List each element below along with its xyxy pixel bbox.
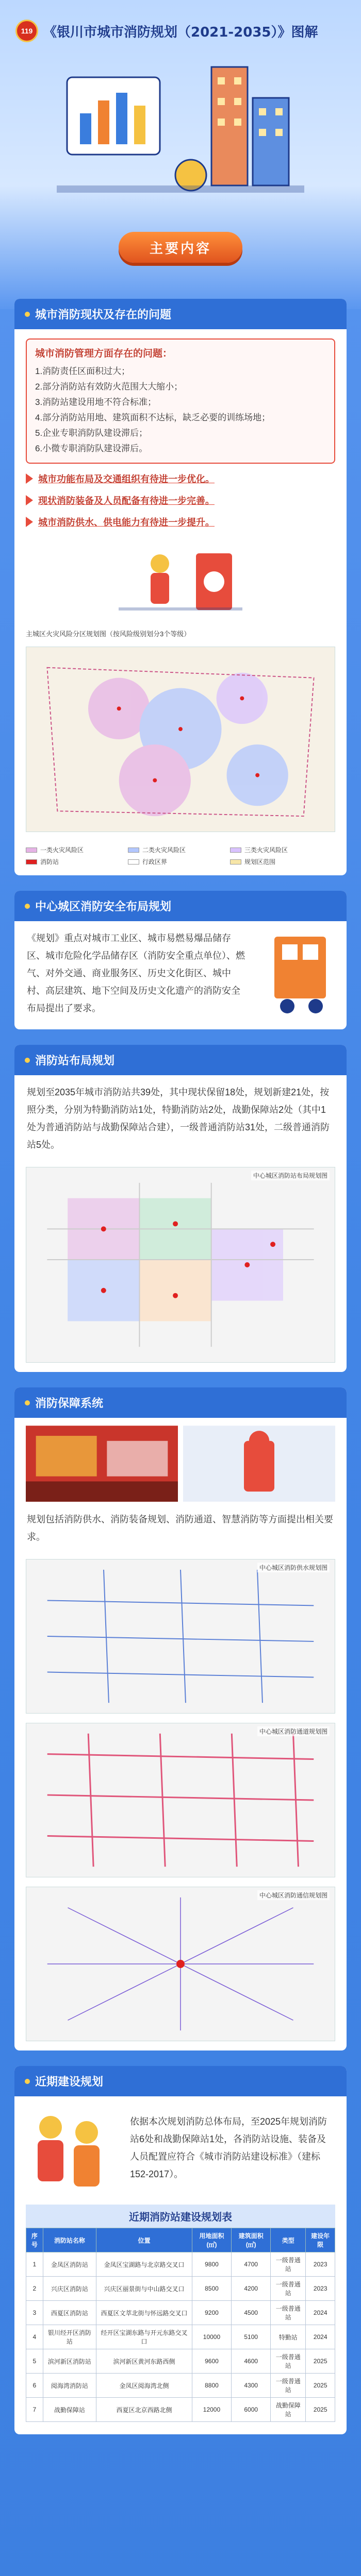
column-header: 建筑面积(㎡) — [232, 2228, 271, 2252]
page-title: 《银川市城市消防规划（2021-2035）》图解 — [43, 24, 318, 40]
table-cell: 6 — [26, 2374, 43, 2398]
table-cell: 西夏区北京西路北侧 — [96, 2398, 192, 2422]
legend-swatch — [26, 859, 37, 865]
table-cell: 2024 — [306, 2301, 335, 2325]
table-cell: 4 — [26, 2325, 43, 2349]
legend-item — [230, 845, 323, 854]
stations-section-title: 消防站布局规划 — [35, 1054, 115, 1067]
water-supply-map[interactable] — [26, 1559, 335, 1714]
problems-content — [14, 329, 347, 538]
table-cell: 2025 — [306, 2398, 335, 2422]
problem-line — [26, 515, 335, 529]
table-cell: 9200 — [192, 2301, 231, 2325]
list-item: 2.部分消防站有效防火范围大大缩小； — [35, 382, 183, 392]
guarantee-section — [14, 1387, 347, 2050]
table-body — [26, 2252, 335, 2422]
firefighter-hydrant-icon — [103, 543, 258, 620]
table-cell: 一级普通站 — [271, 2374, 306, 2398]
legend-item — [128, 845, 221, 854]
list-item: 1.消防责任区面积过大； — [35, 366, 130, 376]
legend-label: 规划区范围 — [244, 858, 276, 866]
table-cell: 滨河新区黄河东路西侧 — [96, 2349, 192, 2374]
legend-label: 行政区界 — [142, 858, 168, 866]
guarantee-section-header — [14, 1387, 347, 1418]
safety-section-header — [14, 891, 347, 921]
table-cell: 战勤保障站 — [271, 2398, 306, 2422]
guarantee-photos — [14, 1418, 347, 1502]
recent-station-table — [26, 2228, 335, 2422]
problem-line — [26, 494, 335, 507]
stations-section-header — [14, 1045, 347, 1075]
table-cell: 西夏区文萃北街与怀远路交叉口 — [96, 2301, 192, 2325]
bullet-icon — [25, 1400, 30, 1405]
bullet-icon — [25, 2079, 30, 2084]
arrow-icon — [26, 517, 33, 527]
table-row — [26, 2301, 335, 2325]
table-cell: 1 — [26, 2252, 43, 2277]
recent-table-wrap — [14, 2199, 347, 2434]
risk-zone-heatmap — [26, 647, 335, 832]
table-cell: 2025 — [306, 2349, 335, 2374]
arrow-icon — [26, 495, 33, 505]
table-cell: 3 — [26, 2301, 43, 2325]
guarantee-section-title: 消防保障系统 — [35, 1397, 104, 1410]
legend-swatch — [230, 859, 241, 865]
legend-item — [128, 857, 221, 866]
table-cell: 滨河新区消防站 — [43, 2349, 96, 2374]
legend-swatch — [128, 848, 139, 853]
problem-line — [26, 472, 335, 485]
table-row — [26, 2325, 335, 2349]
table-cell: 12000 — [192, 2398, 231, 2422]
table-cell: 10000 — [192, 2325, 231, 2349]
column-header: 建设年限 — [306, 2228, 335, 2252]
road-map-tag: 中心城区消防通道规划图 — [257, 1726, 330, 1736]
station-map-graphic — [26, 1167, 335, 1362]
title-bar — [15, 20, 318, 42]
table-cell: 4300 — [232, 2374, 271, 2398]
station-map-tag: 中心城区消防站布局规划图 — [251, 1171, 330, 1180]
risk-map-caption: 主城区火灾风险分区规划图（按风险级别划分3个等级） — [26, 630, 191, 638]
access-road-map[interactable] — [26, 1723, 335, 1877]
fire-truck-illustration — [259, 921, 347, 1029]
bullet-icon — [25, 904, 30, 909]
hero-header — [0, 0, 361, 309]
stations-section — [14, 1045, 347, 1372]
legend-label: 消防站 — [40, 858, 59, 866]
table-row — [26, 2252, 335, 2277]
exhibition-hall-photo — [26, 1425, 178, 1502]
management-problems-box — [26, 338, 335, 464]
water-map-tag: 中心城区消防供水规划图 — [257, 1563, 330, 1572]
city-planning-illustration — [57, 57, 304, 216]
problems-section — [14, 299, 347, 875]
table-cell: 9800 — [192, 2252, 231, 2277]
water-supply-graphic — [26, 1560, 335, 1713]
legend-item — [26, 845, 119, 854]
table-cell: 一级普通站 — [271, 2252, 306, 2277]
guarantee-text: 规划包括消防供水、消防装备规划、消防通道、智慧消防等方面提出相关要求。 — [27, 1514, 333, 1542]
legend-swatch — [230, 848, 241, 853]
legend-label: 一类火灾风险区 — [40, 846, 84, 854]
table-row — [26, 2277, 335, 2301]
table-cell: 银川经开区消防站 — [43, 2325, 96, 2349]
table-header-row — [26, 2228, 335, 2252]
recent-text: 依据本次规划消防总体布局，至2025年规划消防站6处和战勤保障站1处，各消防站设施、装备及人员配置应符合《城市消防站建设标准》（建标152-2017）。 — [130, 2116, 327, 2179]
problem-text: 城市功能布局及交通组织有待进一步优化。 — [38, 474, 215, 484]
legend-label: 二类火灾风险区 — [142, 846, 186, 854]
column-header: 消防站名称 — [43, 2228, 96, 2252]
comm-map-tag: 中心城区消防通信规划图 — [257, 1890, 330, 1900]
table-cell: 金凤区消防站 — [43, 2252, 96, 2277]
safety-text: 《规划》重点对城市工业区、城市易燃易爆品储存区、城市危险化学品储存区（消防安全重点单位）、燃气、对外交通、商业服务区、历史文化街区、城中村、高层建筑、地下空间及历史文化遗产的消防安全布局提出了要求。 — [27, 933, 245, 1013]
safety-layout-section — [14, 891, 347, 1029]
fire-119-badge-icon — [15, 20, 38, 42]
firefighter-illustration — [14, 538, 347, 625]
table-cell: 5 — [26, 2349, 43, 2374]
table-cell: 经开区宝湖东路与开元东路交叉口 — [96, 2325, 192, 2349]
table-cell: 4200 — [232, 2277, 271, 2301]
recent-content — [14, 2096, 347, 2199]
station-layout-map[interactable] — [26, 1167, 335, 1363]
problem-text: 现状消防装备及人员配备有待进一步完善。 — [38, 496, 215, 506]
table-row — [26, 2349, 335, 2374]
table-cell: 特勤站 — [271, 2325, 306, 2349]
legend-item — [26, 857, 119, 866]
column-header: 序号 — [26, 2228, 43, 2252]
fire-hydrant-photo — [183, 1425, 335, 1502]
table-cell: 2 — [26, 2277, 43, 2301]
table-cell: 5100 — [232, 2325, 271, 2349]
management-problems-title: 城市消防管理方面存在的问题： — [35, 348, 173, 359]
legend-item — [230, 857, 323, 866]
table-cell: 4700 — [232, 2252, 271, 2277]
problems-section-title: 城市消防现状及存在的问题 — [35, 308, 172, 321]
main-content-button[interactable]: 主要内容 — [119, 232, 242, 263]
safety-content — [14, 921, 347, 1029]
table-cell: 兴庆区消防站 — [43, 2277, 96, 2301]
table-cell: 7 — [26, 2398, 43, 2422]
management-problems-list — [35, 364, 326, 456]
problems-section-header — [14, 299, 347, 329]
table-cell: 2023 — [306, 2252, 335, 2277]
table-cell: 8500 — [192, 2277, 231, 2301]
risk-map-legend — [14, 841, 347, 875]
list-item: 4.部分消防站用地、建筑面积不达标，缺乏必要的训练场地； — [35, 413, 271, 422]
legend-label: 三类火灾风险区 — [244, 846, 288, 854]
table-cell: 战勤保障站 — [43, 2398, 96, 2422]
badge-text: 119 — [21, 27, 33, 35]
fire-risk-map[interactable] — [26, 647, 335, 832]
table-cell: 一级普通站 — [271, 2277, 306, 2301]
table-cell: 9600 — [192, 2349, 231, 2374]
recent-table-title: 近期消防站建设规划表 — [26, 2205, 335, 2228]
legend-swatch — [128, 859, 139, 865]
table-cell: 8800 — [192, 2374, 231, 2398]
table-cell: 阅海湾消防站 — [43, 2374, 96, 2398]
list-item: 5.企业专职消防队建设滞后； — [35, 428, 148, 438]
table-cell: 6000 — [232, 2398, 271, 2422]
table-cell: 2024 — [306, 2325, 335, 2349]
table-cell: 一级普通站 — [271, 2349, 306, 2374]
table-cell: 一级普通站 — [271, 2301, 306, 2325]
recent-section-title: 近期建设规划 — [35, 2075, 104, 2088]
bullet-icon — [25, 312, 30, 317]
problem-text: 城市消防供水、供电能力有待进一步提升。 — [38, 517, 215, 528]
list-item: 3.消防站建设用地不符合标准； — [35, 397, 157, 407]
table-cell: 西夏区消防站 — [43, 2301, 96, 2325]
table-cell: 4500 — [232, 2301, 271, 2325]
table-row — [26, 2398, 335, 2422]
table-cell: 金凤区阅海湾北侧 — [96, 2374, 192, 2398]
recent-plan-section — [14, 2066, 347, 2434]
access-road-graphic — [26, 1723, 335, 1877]
communication-graphic — [26, 1887, 335, 2041]
bullet-icon — [25, 1058, 30, 1063]
recent-section-header — [14, 2066, 347, 2096]
stations-text: 规划至2035年城市消防站共39处，其中现状保留18处，规划新建21处，按照分类，分别为特勤消防站1处，特勤消防站2处，战勤保障站2处（其中1处为普通消防站与战勤保障站合建），一级普通消防站31处，二级普通消防站5处。 — [27, 1087, 330, 1150]
list-item: 6.小微专职消防队建设滞后。 — [35, 444, 148, 453]
communication-map[interactable] — [26, 1887, 335, 2041]
legend-swatch — [26, 848, 37, 853]
table-cell: 兴庆区丽景街与中山路交叉口 — [96, 2277, 192, 2301]
firefighters-illustration — [14, 2096, 118, 2199]
column-header: 位置 — [96, 2228, 192, 2252]
arrow-icon — [26, 473, 33, 484]
table-cell: 金凤区宝湖路与北京路交叉口 — [96, 2252, 192, 2277]
column-header: 类型 — [271, 2228, 306, 2252]
safety-section-title: 中心城区消防安全布局规划 — [35, 900, 172, 913]
table-cell: 2025 — [306, 2374, 335, 2398]
table-cell: 4600 — [232, 2349, 271, 2374]
table-row — [26, 2374, 335, 2398]
table-cell: 2023 — [306, 2277, 335, 2301]
column-header: 用地面积(㎡) — [192, 2228, 231, 2252]
